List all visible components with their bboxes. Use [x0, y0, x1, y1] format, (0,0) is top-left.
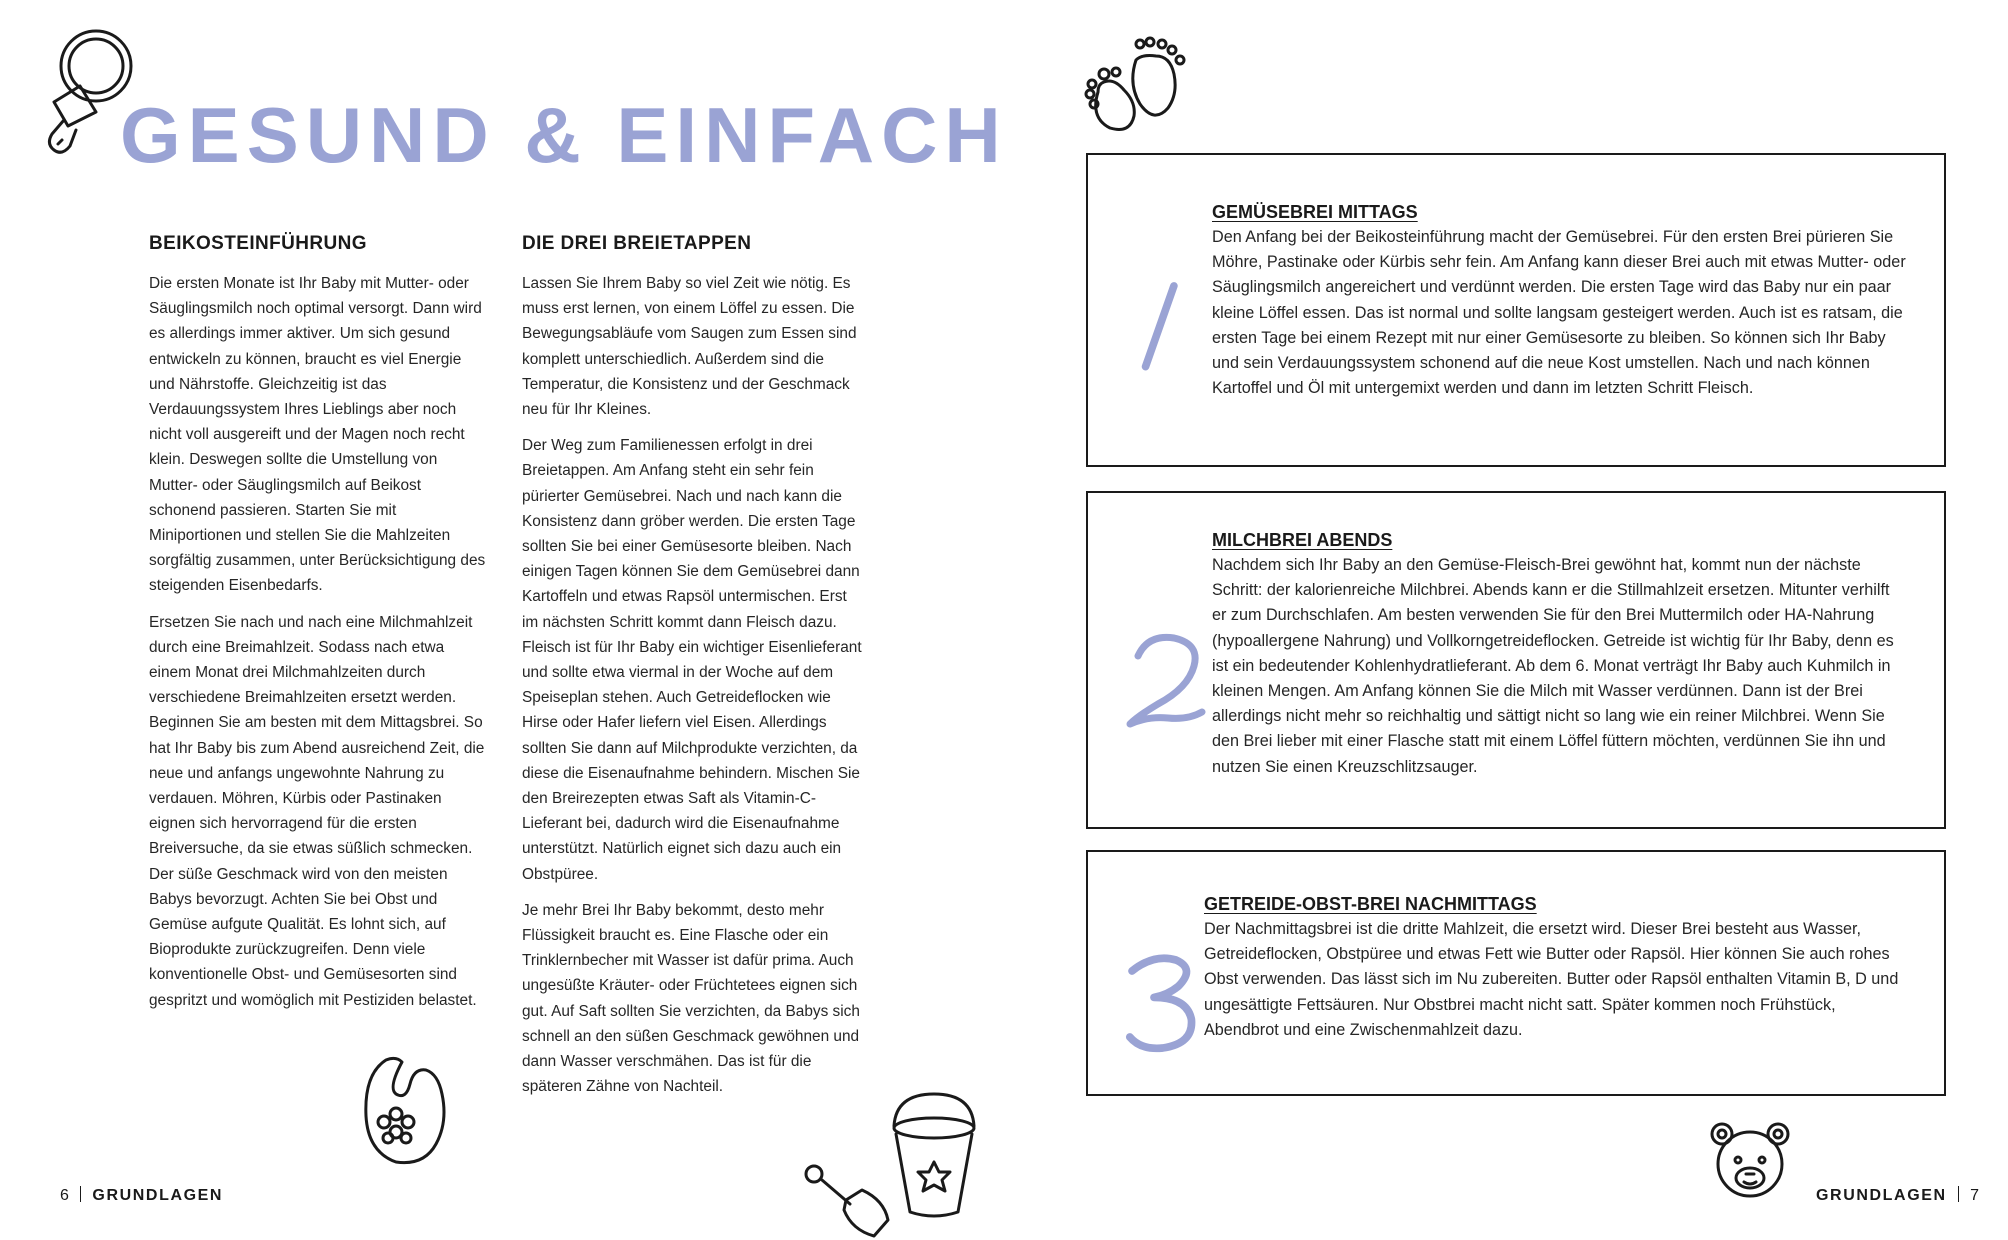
paragraph: Die ersten Monate ist Ihr Baby mit Mutter- oder Säuglingsmilch noch optimal versorgt. Dann wird es allerdings immer aktiver. Um sich gesund entwickeln zu können, braucht es viel Energie und Nährstoffe. Gleichzeitig ist das Verdauungssystem Ihres Lieblings aber noch nicht voll ausgereift und der Magen noch recht klein. Deswegen sollte die Umstellung von Mutter- oder Säuglingsmilch auf Beikost schonend passieren. Starten Sie mit Miniportionen und stellen Sie die Mahlzeiten sorgfältig zusammen, unter Berücksichtigung des steigenden Eisenbedarfs. — [149, 275, 486, 595]
paragraph: Lassen Sie Ihrem Baby so viel Zeit wie nötig. Es muss erst lernen, von einem Löffel zu essen. Die Bewegungsabläufe vom Saugen zum Essen sind komplett unterschiedlich. Außerdem sind die Temperatur, die Konsistenz und der Geschmack neu für Ihr Kleines. — [522, 275, 857, 419]
paragraph: Je mehr Brei Ihr Baby bekommt, desto mehr Flüssigkeit braucht es. Eine Flasche oder ein Trinklernbecher mit Wasser ist dafür prima. Auch ungesüßte Kräuter- oder Früchtetees eignen sich gut. Auf Saft sollten Sie verzichten, da Babys sich schnell an den süßen Geschmack gewöhnen und dann Wasser verschmähen. Das ist für die späteren Zähne von Nachteil. — [522, 901, 860, 1096]
column-drei-breietappen — [522, 233, 867, 1111]
stage-text: Nachdem sich Ihr Baby an den Gemüse-Fleisch-Brei gewöhnt hat, kommt nun der nächste Schritt: der kalorienreiche Milchbrei. Abends kann er die Stillmahlzeit ersetzen. Mitunter verhilft er zum Durchschlafen. Am besten verwenden Sie für den Brei Muttermilch oder HA-Nahrung (hypoallergene Nahrung) und Vollkorngetreideflocken. Getreide ist wichtig für Ihr Baby, denn es ist ein bedeutender Kohlenhydratlieferant. Ab dem 6. Monat verträgt Ihr Baby auch Kuhmilch in kleinen Mengen. Am Anfang können Sie die Milch mit Wasser verdünnen. Dann ist der Brei allerdings nicht mehr so reichhaltig und sättigt nicht so lang wie ein reiner Milchbrei. Wenn Sie den Brei lieber mit einer Flasche statt mit einem Löffel füttern möchten, verdünnen Sie ihn und nutzen Sie einen Kreuzschlitzsauger. — [1212, 556, 1894, 776]
number-2 — [1108, 623, 1218, 743]
stage-card-2 — [1086, 491, 1946, 829]
footer-divider — [1958, 1186, 1960, 1202]
stage-heading: MILCHBREI ABENDS — [1212, 530, 1393, 550]
page-title: GESUND & EINFACH — [120, 91, 1008, 179]
baby-feet-icon — [1070, 32, 1190, 132]
number-1 — [1108, 275, 1218, 395]
bib-icon — [356, 1054, 452, 1166]
footer-left — [60, 1186, 223, 1205]
stage-text: Den Anfang bei der Beikosteinführung macht der Gemüsebrei. Für den ersten Brei pürieren Sie Möhre, Pastinake oder Kürbis sehr fein. Am Anfang kann dieser Brei auch mit etwas Mutter- oder Säuglingsmilch angereichert und verdünnt werden. Die ersten Tage wird das Baby nur ein paar kleine Löffel essen. Das ist normal und sollte langsam gesteigert werden. Auch ist es ratsam, die ersten Tage bei einem Rezept mit nur einer Gemüsesorte zu bleiben. So können sich Ihr Baby und sein Verdauungssystem schonend auf die neue Kost umstellen. Nach und nach können Kartoffel und Öl mit untergemixt werden und dann im letzten Schritt Fleisch. — [1212, 228, 1906, 398]
column-heading: BEIKOSTEINFÜHRUNG — [149, 233, 367, 254]
stage-content — [1212, 202, 1908, 401]
footer-divider — [80, 1186, 82, 1202]
stage-heading: GEMÜSEBREI MITTAGS — [1212, 202, 1418, 222]
column-beikosteinfuehrung — [149, 233, 489, 1024]
sand-bucket-icon — [884, 1090, 984, 1220]
page-number: 7 — [1970, 1187, 1980, 1204]
stage-content — [1204, 894, 1908, 1043]
stage-heading: GETREIDE-OBST-BREI NACHMITTAGS — [1204, 894, 1537, 914]
stage-content — [1212, 530, 1908, 780]
shovel-icon — [800, 1160, 892, 1240]
paragraph: Ersetzen Sie nach und nach eine Milchmahlzeit durch eine Breimahlzeit. Sodass nach etwa einem Monat drei Milchmahlzeiten durch verschiedene Breimahlzeiten ersetzt werden. Beginnen Sie am besten mit dem Mittagsbrei. So hat Ihr Baby bis zum Abend ausreichend Zeit, die neue und anfangs ungewohnte Nahrung zu verdauen. Möhren, Kürbis oder Pastinaken eignen sich hervorragend für die ersten Breiversuche, da sie etwas süßlich schmecken. Der süße Geschmack wird von den meisten Babys bevorzugt. Achten Sie bei Obst und Gemüse aufgute Qualität. Es lohnt sich, auf Bioprodukte zurückzugreifen. Denn viele konventionelle Obst- und Gemüsesorten sind gespritzt und womöglich mit Pestiziden belastet. — [149, 613, 485, 1009]
stage-card-1 — [1086, 153, 1946, 467]
page-number: 6 — [60, 1187, 69, 1204]
footer-right — [1816, 1186, 1979, 1205]
section-label: GRUNDLAGEN — [92, 1187, 224, 1204]
stage-card-3 — [1086, 850, 1946, 1096]
paragraph: Der Weg zum Familienessen erfolgt in drei Breietappen. Am Anfang steht ein sehr fein pürierter Gemüsebrei. Nach und nach kann die Konsistenz dann gröber werden. Die ersten Tage sollten Sie bei einer Gemüsesorte bleiben. Nach einigen Tagen können Sie dem Gemüsebrei dann Kartoffeln und etwas Rapsöl untermischen. Erst im nächsten Schritt kommt dann Fleisch dazu. Fleisch ist für Ihr Baby ein wichtiger Eisenlieferant und sollte etwa viermal in der Woche auf dem Speiseplan stehen. Auch Getreideflocken wie Hirse oder Hafer liefern viel Eisen. Allerdings sollten Sie dann auf Milchprodukte verzichten, da diese die Eisenaufnahme behindern. Mischen Sie den Breirezepten etwas Saft als Vitamin-C-Lieferant bei, dadurch wird die Eisenaufnahme unterstützt. Natürlich eignet sich dazu auch ein Obstpüree. — [522, 437, 862, 883]
column-heading: DIE DREI BREIETAPPEN — [522, 233, 752, 254]
stage-text: Der Nachmittagsbrei ist die dritte Mahlzeit, die ersetzt wird. Dieser Brei besteht aus Wasser, Getreideflocken, Obstpüree und etwas Fett wie Butter oder Rapsöl. Hier können Sie auch rohes Obst verwenden. Das lässt sich im Nu zubereiten. Butter oder Rapsöl enthalten Vitamin B, D und ungesättigte Fettsäuren. Nur Obstbrei macht nicht satt. Später kommen noch Frühstück, Abendbrot und eine Zwischenmahlzeit dazu. — [1204, 920, 1899, 1039]
section-label: GRUNDLAGEN — [1816, 1187, 1947, 1204]
teddy-bear-icon — [1708, 1118, 1792, 1202]
